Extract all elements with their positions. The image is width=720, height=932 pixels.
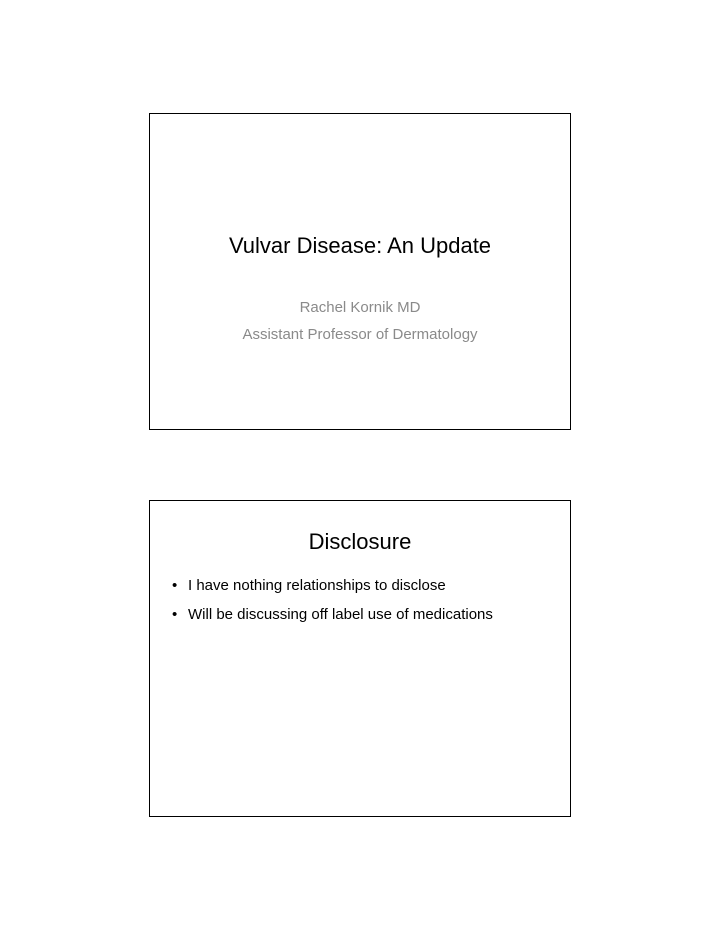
- list-item: [172, 605, 554, 625]
- slide-title-heading: Vulvar Disease: An Update: [228, 233, 492, 258]
- disclosure-bullet-list: [172, 576, 554, 634]
- bullet-text: I have nothing relationships to disclose: [188, 577, 446, 594]
- bullet-icon: •: [172, 606, 178, 623]
- presenter-name: Rachel Kornik MD: [299, 299, 421, 316]
- bullet-text: Will be discussing off label use of medications: [188, 606, 493, 623]
- bullet-icon: •: [172, 577, 178, 594]
- list-item: [172, 576, 554, 596]
- disclosure-heading: Disclosure: [308, 529, 412, 554]
- slide-title: [149, 113, 571, 430]
- presenter-position: Assistant Professor of Dermatology: [242, 326, 478, 343]
- slide-disclosure: [149, 500, 571, 817]
